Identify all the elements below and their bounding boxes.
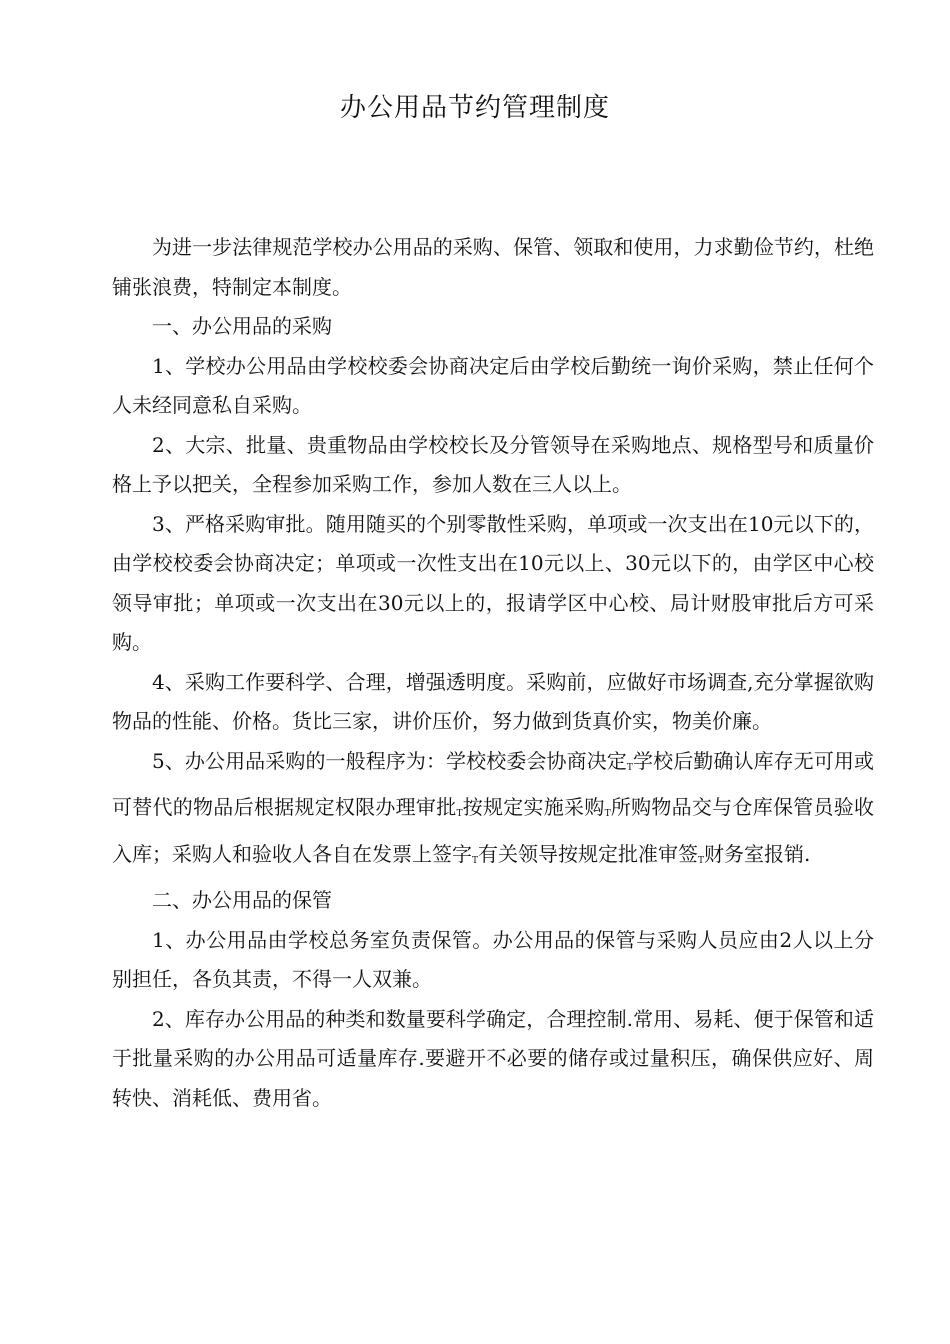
document-title: 办公用品节约管理制度 xyxy=(339,93,610,123)
item-5-part-4: 所购物品交与仓库保管员验收入库；采购人和验收人各自在发票上签字 xyxy=(112,795,875,866)
section-2-item-1: 1、办公用品由学校总务室负责保管。办公用品的保管与采购人员应由2人以上分别担任，各负其责，不得一人双兼。 xyxy=(112,927,874,991)
section-1-item-1: 1、学校办公用品由学校校委会协商决定后由学校后勤统一询价采购，禁止任何个人未经同意私自采购。 xyxy=(112,353,874,417)
item-5-part-3: 按规定实施采购 xyxy=(462,795,605,819)
item-5-connector: T xyxy=(626,762,633,773)
section-1-item-2: 2、大宗、批量、贵重物品由学校校长及分管领导在采购地点、规格型号和质量价格上予以把关，全程参加采购工作，参加人数在三人以上。 xyxy=(112,432,874,496)
section-2-heading: 二、办公用品的保管 xyxy=(152,888,332,912)
section-1-heading: 一、办公用品的采购 xyxy=(152,314,332,338)
intro-paragraph: 为进一步法律规范学校办公用品的采购、保管、领取和使用，力求勤俭节约，杜绝铺张浪费，特制定本制度。 xyxy=(112,235,874,299)
item-5-part-2: 学校后勤确认库存无可用或可替代的物品后根据规定权限办理审批 xyxy=(112,748,875,819)
item-5-part-6: 财务室报销. xyxy=(704,841,811,866)
item-5-part-5: 有关领导按规定批准审签 xyxy=(478,841,699,866)
item-5-connector: T xyxy=(604,809,611,819)
item-5-connector: T xyxy=(472,855,479,866)
section-1-item-5 xyxy=(112,742,874,882)
item-5-connector: T xyxy=(456,809,463,819)
section-2-item-2: 2、库存办公用品的种类和数量要科学确定，合理控制.常用、易耗、便于保管和适于批量采购的办公用品可适量库存.要避开不必要的储存或过量积压，确保供应好、周转快、消耗低、费用省。 xyxy=(112,1006,874,1110)
section-1-item-4: 4、采购工作要科学、合理，增强透明度。采购前，应做好市场调查,充分掌握欲购物品的性能、价格。货比三家，讲价压价，努力做到货真价实，物美价廉。 xyxy=(112,669,874,733)
item-5-part-1: 5、办公用品采购的一般程序为：学校校委会协商决定 xyxy=(152,748,627,773)
document-body xyxy=(112,228,874,1118)
section-1-item-3: 3、严格采购审批。随用随买的个别零散性采购，单项或一次支出在10元以下的，由学校校委会协商决定；单项或一次性支出在10元以上、30元以下的，由学区中心校领导审批；单项或一次支出在30元以上的，报请学区中心校、局计财股审批后方可采购。 xyxy=(112,511,874,654)
item-5-connector: T xyxy=(698,855,705,866)
